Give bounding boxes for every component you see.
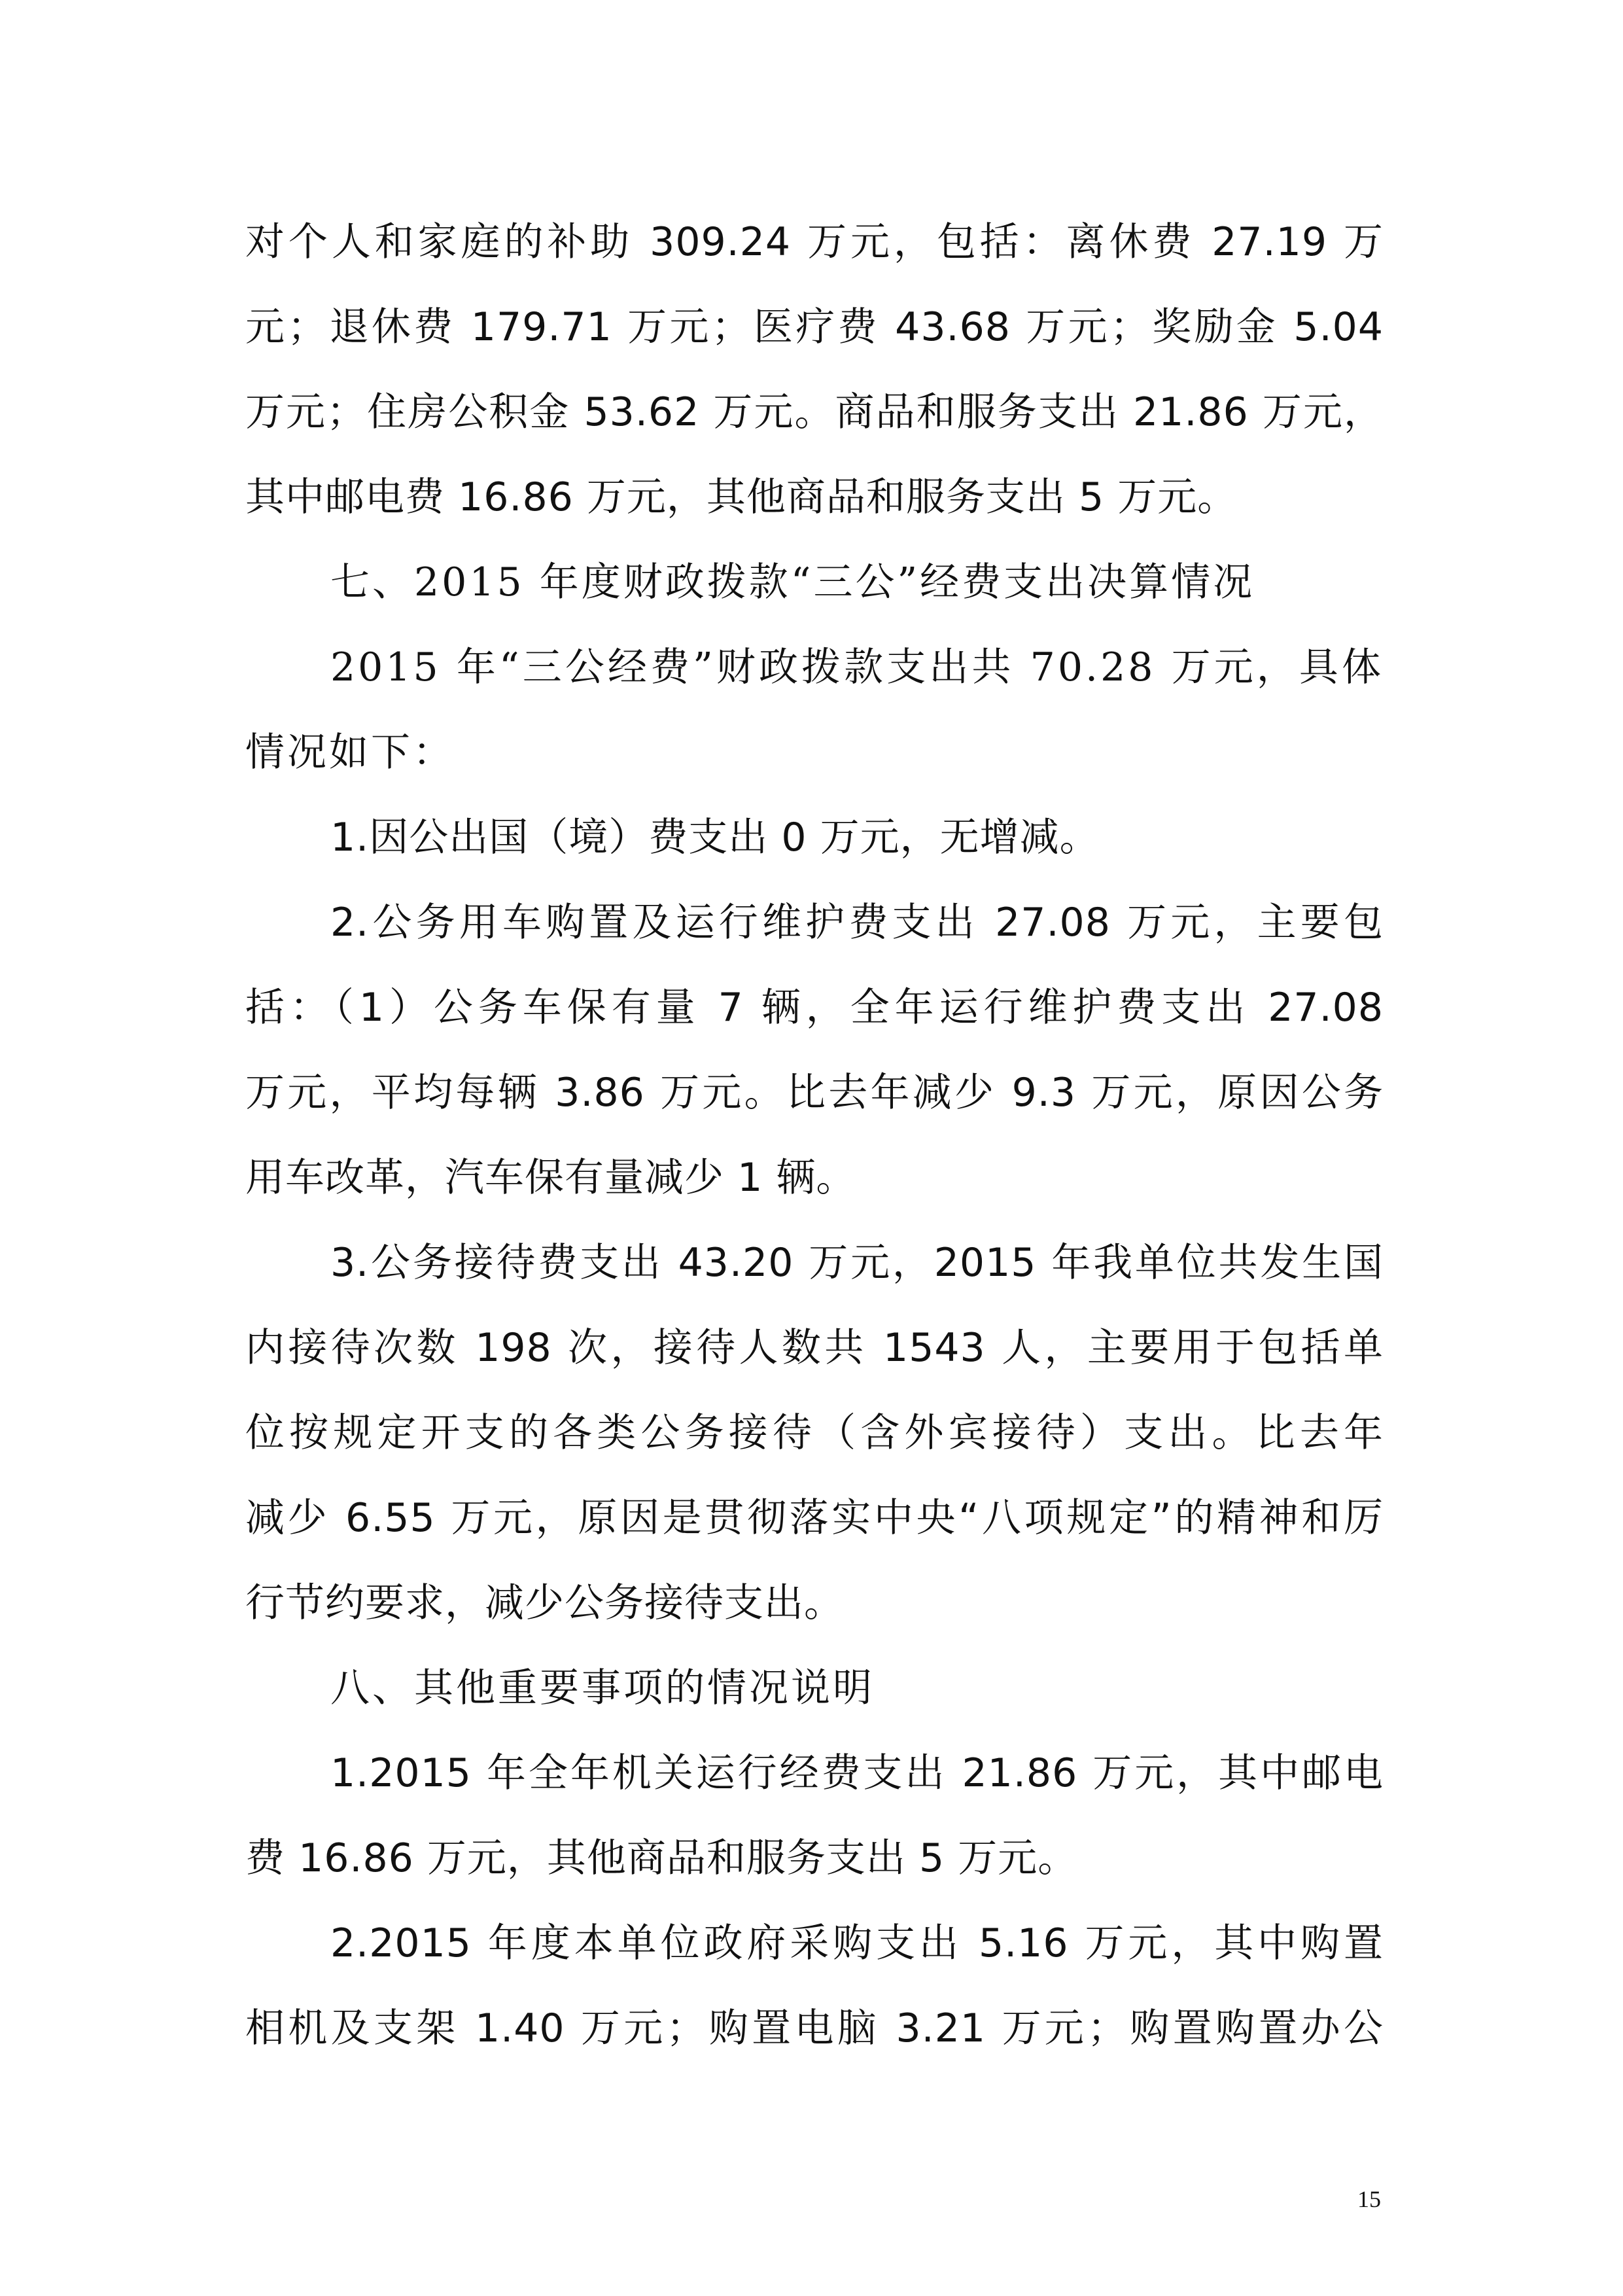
list-item: 2.公务用车购置及运行维护费支出 27.08 万元，主要包 xyxy=(330,900,1384,945)
text-line: 行节约要求，减少公务接待支出。 xyxy=(245,1580,844,1626)
list-item: 1.因公出国（境）费支出 0 万元，无增减。 xyxy=(330,815,1100,860)
text-line: 内接待次数 198 次，接待人数共 1543 人，主要用于包括单 xyxy=(245,1325,1384,1371)
text-line: 万元，平均每辆 3.86 万元。比去年减少 9.3 万元，原因公务 xyxy=(245,1070,1384,1116)
list-item: 1.2015 年全年机关运行经费支出 21.86 万元，其中邮电 xyxy=(330,1750,1384,1796)
page-number: 15 xyxy=(1357,2186,1381,2212)
list-item: 3.公务接待费支出 43.20 万元，2015 年我单位共发生国 xyxy=(330,1240,1384,1286)
text-line: 减少 6.55 万元，原因是贯彻落实中央“八项规定”的精神和厉 xyxy=(245,1495,1384,1541)
text-line: 对个人和家庭的补助 309.24 万元，包括：离休费 27.19 万 xyxy=(245,219,1384,265)
text-line: 情况如下： xyxy=(245,730,455,775)
text-line: 费 16.86 万元，其他商品和服务支出 5 万元。 xyxy=(245,1835,1078,1881)
text-line: 相机及支架 1.40 万元；购置电脑 3.21 万元；购置购置办公 xyxy=(245,2005,1384,2051)
text-line: 用车改革，汽车保有量减少 1 辆。 xyxy=(245,1155,856,1201)
text-line: 括：（1）公务车保有量 7 辆，全年运行维护费支出 27.08 xyxy=(245,985,1384,1031)
text-line: 位按规定开支的各类公务接待（含外宾接待）支出。比去年 xyxy=(245,1410,1384,1456)
text-line: 元；退休费 179.71 万元；医疗费 43.68 万元；奖励金 5.04 xyxy=(245,304,1384,350)
list-item: 2.2015 年度本单位政府采购支出 5.16 万元，其中购置 xyxy=(330,1920,1384,1966)
section-heading: 八、其他重要事项的情况说明 xyxy=(330,1665,875,1711)
text-line: 2015 年“三公经费”财政拨款支出共 70.28 万元，具体 xyxy=(330,645,1384,690)
text-line: 万元；住房公积金 53.62 万元。商品和服务支出 21.86 万元， xyxy=(245,389,1384,435)
section-heading: 七、2015 年度财政拨款“三公”经费支出决算情况 xyxy=(330,559,1255,605)
text-line: 其中邮电费 16.86 万元，其他商品和服务支出 5 万元。 xyxy=(245,474,1238,520)
